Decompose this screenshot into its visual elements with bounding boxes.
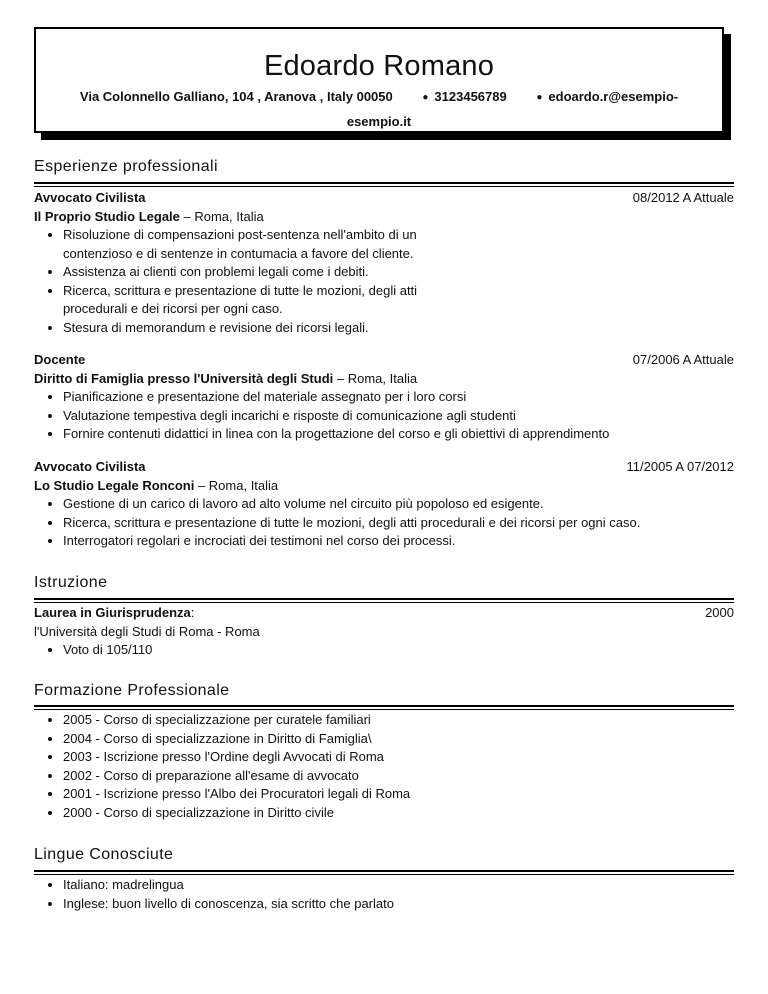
list-item: • 2003 - Iscrizione presso l'Ordine degli Avvocati di Roma [63, 748, 734, 767]
location: – Roma, Italia [179, 209, 264, 224]
experience-entry [34, 457, 734, 551]
bullet-list [34, 876, 734, 913]
phone: 3123456789 [434, 89, 507, 104]
education-entry [34, 603, 734, 660]
section-title-languages: Lingue Conosciute [34, 846, 174, 863]
bullet-list [34, 495, 734, 551]
list-item: • Assistenza ai clienti con problemi legali come i debiti. [63, 263, 734, 282]
list-item: • Voto di 105/110 [63, 641, 734, 660]
section-title-training: Formazione Professionale [34, 682, 230, 699]
section-rule [34, 705, 734, 710]
bullet-list [34, 226, 734, 338]
candidate-name: Edoardo Romano [263, 50, 495, 82]
list-item: • 2002 - Corso di preparazione all'esame di avvocato [63, 767, 734, 786]
job-dates: 07/2006 A Attuale [632, 352, 734, 367]
list-item: • 2004 - Corso di specializzazione in Diritto di Famiglia\ [63, 730, 734, 749]
job-dates: 08/2012 A Attuale [632, 190, 734, 205]
experience-entry [34, 350, 734, 444]
list-item: • Fornire contenuti didattici in linea con la progettazione del corso e gli obiettivi di apprendimento [63, 425, 734, 444]
list-item: • Valutazione tempestiva degli incarichi e risposte di comunicazione agli studenti [63, 407, 734, 426]
job-title: Avvocato Civilista [34, 459, 146, 474]
bullet-list [34, 388, 734, 444]
bullet-list [34, 641, 734, 660]
education-year: 2000 [705, 605, 734, 620]
list-item: • Interrogatori regolari e incrociati dei testimoni nel corso dei processi. [63, 532, 734, 551]
list-item: • 2000 - Corso di specializzazione in Diritto civile [63, 804, 734, 823]
list-item: • 2005 - Corso di specializzazione per curatele familiari [63, 711, 734, 730]
list-item: • Gestione di un carico di lavoro ad alto volume nel circuito più popoloso ed esigente. [63, 495, 734, 514]
employer: Diritto di Famiglia presso l'Università degli Studi [34, 371, 334, 386]
degree: Laurea in Giurisprudenza [34, 605, 191, 620]
school: l'Università degli Studi di Roma - Roma [34, 624, 260, 639]
employer: Lo Studio Legale Ronconi [34, 478, 195, 493]
location: – Roma, Italia [333, 371, 418, 386]
header-box [34, 27, 724, 133]
list-item: • Pianificazione e presentazione del materiale assegnato per i loro corsi [63, 388, 734, 407]
bullet-icon: ● [536, 92, 543, 103]
list-item: • 2001 - Iscrizione presso l'Albo dei Procuratori legali di Roma [63, 785, 734, 804]
list-item: • Inglese: buon livello di conoscenza, sia scritto che parlato [63, 895, 734, 914]
email-line2[interactable]: esempio.it [346, 114, 412, 129]
employer: Il Proprio Studio Legale [34, 209, 180, 224]
list-item: • Stesura di memorandum e revisione dei ricorsi legali. [63, 319, 734, 338]
list-item: • Italiano: madrelingua [63, 876, 734, 895]
bullet-icon: ● [422, 92, 429, 103]
training-list [34, 711, 734, 823]
bullet-list [34, 711, 734, 823]
job-title: Avvocato Civilista [34, 190, 146, 205]
section-title-experience: Esperienze professionali [34, 158, 218, 175]
languages-list [34, 876, 734, 913]
list-item: • Ricerca, scrittura e presentazione di tutte le mozioni, degli atti procedurali e dei ricorsi per ogni caso. [63, 282, 473, 319]
section-rule [34, 870, 734, 875]
job-dates: 11/2005 A 07/2012 [626, 459, 734, 474]
experience-entry [34, 188, 734, 338]
degree-suffix: : [190, 605, 195, 620]
contact-info [36, 87, 722, 132]
address: Via Colonnello Galliano, 104 , Aranova , Italy 00050 [79, 89, 393, 104]
list-item: • Ricerca, scrittura e presentazione di tutte le mozioni, degli atti procedurali e dei ricorsi per ogni caso. [63, 514, 734, 533]
section-title-education: Istruzione [34, 574, 108, 591]
job-title: Docente [34, 352, 86, 367]
location: – Roma, Italia [194, 478, 279, 493]
section-rule [34, 182, 734, 187]
email-line1[interactable]: edoardo.r@esempio- [548, 89, 679, 104]
list-item: • Risoluzione di compensazioni post-sentenza nell'ambito di un contenzioso e di sentenze in contumacia a favore del cliente. [63, 226, 473, 263]
